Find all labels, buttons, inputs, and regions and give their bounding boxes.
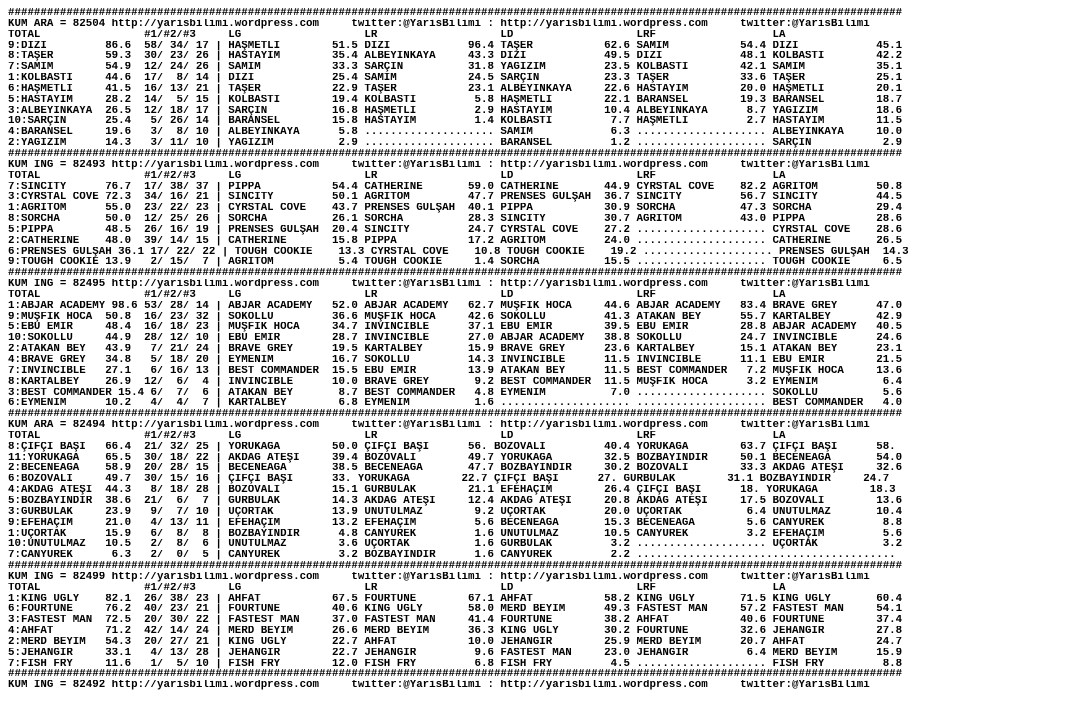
table-row: 5:HASTAYIM 28.2 14/ 5/ 15 | KOLBASTI 19.4 KOLBASTI 5.8 HAŞMETLİ 22.1 BARANSEL 19.3 BARANSEL 18.7	[8, 94, 903, 106]
table-row: 10:ÜNUTULMAZ 10.5 2/ 8/ 6 | UNUTULMAZ 3.6 UÇORTAK 1.6 GÜRBULAK 3.2 .................... UÇORTAK 3.2	[8, 539, 903, 551]
table-row: 7:SAMİM 54.9 12/ 24/ 26 | SAMİM 33.3 SARÇIN 31.8 YAĞIZIM 23.5 KOLBASTI 42.1 SAMİM 35.1	[8, 62, 903, 74]
race-header-line: KUM ARA = 82504 http://yarisbilimi.wordpress.com twitter:@YarisBilimi : http://yarisbilimi.wordpress.com twitter:@YarisBilimi	[8, 18, 870, 30]
race-header-line: KUM İNG = 82492 http://yarisbilimi.wordpress.com twitter:@YarisBilimi : http://yarisbilimi.wordpress.com twitter:@YarisBilimi	[8, 680, 870, 692]
separator-line: ##########################################################################################################################################	[8, 8, 903, 19]
table-row: 7:SINCITY 76.7 17/ 38/ 37 | PIPPA 54.4 CATHERINE 59.0 CATHERINE 44.9 CYRSTAL COVE 82.2 AGRITOM 50.8	[8, 181, 903, 193]
table-row: 2:BECENEAĞA 58.9 20/ 28/ 15 | BECENEAĞA 38.5 BECENEAĞA 47.7 BOZBAYINDIR 30.2 BOZOVALI 33.3 AKDAĞ ATEŞİ 32.6	[8, 463, 903, 475]
table-row: 2:CATHERINE 48.0 39/ 14/ 15 | CATHERINE 15.8 PIPPA 17.2 AGRITOM 24.0 .................... CATHERINE 26.5	[8, 235, 903, 247]
table-row: 1:AGRITOM 55.0 23/ 22/ 23 | CYRSTAL COVE 43.7 PRENSES GÜLŞAH 40.1 PIPPA 30.9 SORCHA 47.3 SORCHA 29.4	[8, 203, 903, 215]
table-row: 6:EYMENİM 10.2 4/ 4/ 7 | KARTALBEY 6.8 EYMENİM 1.6 .................... .................... BEST COMMANDER 4.0	[8, 398, 903, 410]
table-row: 5:PIPPA 48.5 26/ 16/ 19 | PRENSES GÜLŞAH 20.4 SINCITY 24.7 CYRSTAL COVE 27.2 .................... CYRSTAL COVE 28.6	[8, 224, 903, 236]
column-header-line: TOTAL #1/#2/#3 LG LR LD LRF LA	[8, 29, 786, 41]
table-row: 1:UÇORTAK 15.9 6/ 8/ 8 | BOZBAYINDIR 4.8 CANYÜREK 1.6 UNUTULMAZ 10.5 CANYÜREK 3.2 EFEHAÇİM 5.6	[8, 528, 903, 540]
table-row: 3:ALBEYİNKAYA 26.5 12/ 18/ 17 | SARÇIN 16.8 HAŞMETLİ 2.9 HASTAYIM 10.4 ALBEYİNKAYA 8.7 YAĞIZIM 18.6	[8, 105, 903, 117]
table-row: 10:SARÇIN 25.4 5/ 26/ 14 | BARANSEL 15.8 HASTAYIM 1.4 KOLBASTI 7.7 HAŞMETLİ 2.7 HASTAYIM 11.5	[8, 116, 903, 128]
table-row: 4:BARANSEL 19.6 3/ 8/ 10 | ALBEYİNKAYA 5.8 .................... SAMİM 6.3 .................... ALBEYİNKAYA 10.0	[8, 127, 903, 139]
table-row: 5:BOZBAYINDIR 38.6 21/ 6/ 7 | GÜRBULAK 14.3 AKDAĞ ATEŞİ 12.4 AKDAĞ ATEŞİ 20.8 AKDAĞ ATEŞİ 17.5 BOZOVALI 13.6	[8, 495, 903, 507]
stats-document	[8, 8, 1077, 691]
table-row: 7:CANYÜREK 6.3 2/ 0/ 5 | CANYÜREK 3.2 BOZBAYINDIR 1.6 CANYÜREK 2.2 ........................................	[8, 550, 896, 562]
table-row: 1:KING UGLY 82.1 26/ 38/ 23 | AHFAT 67.5 FOURTUNE 67.1 AHFAT 58.2 KING UGLY 71.5 KING UGLY 60.4	[8, 593, 903, 605]
table-row: 1:KOLBASTI 44.6 17/ 8/ 14 | DIZİ 25.4 SAMİM 24.5 SARÇIN 23.3 TAŞER 33.6 TAŞER 25.1	[8, 73, 903, 84]
separator-line: ##########################################################################################################################################	[8, 669, 903, 681]
table-row: 4:BRAVE GREY 34.8 5/ 18/ 20 | EYMENİM 16.7 SOKOLLU 14.3 INVINCIBLE 11.5 INVINCIBLE 11.1 EBU EMİR 21.5	[8, 355, 903, 366]
separator-line: ##########################################################################################################################################	[8, 148, 903, 160]
table-row: 2:MERD BEYİM 54.3 20/ 27/ 21 | KING UGLY 22.7 AHFAT 10.0 JEHANGIR 25.9 MERD BEYİM 20.7 AHFAT 24.7	[8, 636, 903, 648]
table-row: 4:AHFAT 71.2 42/ 14/ 24 | MERD BEYİM 26.6 MERD BEYİM 36.3 KING UGLY 30.2 FOURTUNE 32.6 JEHANGIR 27.8	[8, 626, 903, 637]
column-header-line: TOTAL #1/#2/#3 LG LR LD LRF LA	[8, 289, 786, 301]
race-header-line: KUM ARA = 82494 http://yarisbilimi.wordpress.com twitter:@YarisBilimi : http://yarisbilimi.wordpress.com twitter:@YarisBilimi	[8, 420, 870, 431]
column-header-line: TOTAL #1/#2/#3 LG LR LD LRF LA	[8, 582, 786, 594]
separator-line: ##########################################################################################################################################	[8, 409, 903, 421]
table-row: 1:ABJAR ACADEMY 98.6 53/ 28/ 14 | ABJAR ACADEMY 52.0 ABJAR ACADEMY 62.7 MÜŞFİK HOCA 44.6 ABJAR ACADEMY 83.4 BRAVE GREY 47.0	[8, 300, 903, 312]
table-row: 6:PRENSES GÜLŞAH 36.1 17/ 22/ 22 | TOUGH COOKIE 13.3 CYRSTAL COVE 10.8 TOUGH COOKIE 19.2 .................... PRENSES GÜLŞAH 14.3	[8, 246, 909, 258]
table-row: 9:MÜŞFİK HOCA 50.8 16/ 23/ 32 | SOKOLLU 36.6 MÜŞFİK HOCA 42.6 SOKOLLU 41.3 ATAKAN BEY 55.7 KARTALBEY 42.9	[8, 311, 903, 323]
table-row: 3:CYRSTAL COVE 72.3 34/ 16/ 21 | SINCITY 50.1 AGRITOM 47.7 PRENSES GÜLŞAH 36.7 SINCITY 56.7 SINCITY 44.5	[8, 192, 903, 204]
table-row: 8:ÇİFÇİ BAŞI 66.4 21/ 32/ 25 | YÖRÜKAĞA 50.0 ÇİFÇİ BAŞI 56. BOZOVALI 40.4 YÖRÜKAĞA 63.7 ÇİFÇİ BAŞI 58.	[8, 441, 896, 453]
table-row: 10:SOKOLLU 44.9 28/ 12/ 10 | EBU EMİR 28.7 INVINCIBLE 27.0 ABJAR ACADEMY 38.8 SOKOLLU 24.7 INVINCIBLE 24.6	[8, 333, 903, 345]
separator-line: ##########################################################################################################################################	[8, 561, 903, 572]
table-row: 7:FISH FRY 11.6 1/ 5/ 10 | FISH FRY 12.0 FISH FRY 6.8 FISH FRY 4.5 .................... FISH FRY 8.8	[8, 658, 903, 670]
table-row: 11:YÖRÜKAĞA 65.5 30/ 18/ 22 | AKDAĞ ATEŞİ 39.4 BOZOVALI 49.7 YÖRÜKAĞA 32.5 BOZBAYINDIR 50.1 BECENEAĞA 54.0	[8, 452, 903, 464]
race-header-line: KUM İNG = 82495 http://yarisbilimi.wordpress.com twitter:@YarisBilimi : http://yarisbilimi.wordpress.com twitter:@YarisBilimi	[8, 279, 870, 290]
race-header-line: KUM İNG = 82493 http://yarisbilimi.wordpress.com twitter:@YarisBilimi : http://yarisbilimi.wordpress.com twitter:@YarisBilimi	[8, 159, 870, 171]
table-row: 5:EBU EMİR 48.4 16/ 18/ 23 | MÜŞFİK HOCA 34.7 INVINCIBLE 37.1 EBU EMİR 39.5 EBU EMİR 28.8 ABJAR ACADEMY 40.5	[8, 322, 903, 334]
table-row: 8:KARTALBEY 26.9 12/ 6/ 4 | INVINCIBLE 10.0 BRAVE GREY 9.2 BEST COMMANDER 11.5 MÜŞFİK HOCA 3.2 EYMENİM 6.4	[8, 376, 903, 388]
table-row: 8:TAŞER 59.3 30/ 23/ 26 | HASTAYIM 35.4 ALBEYİNKAYA 43.3 DIZİ 49.5 DIZİ 48.1 KOLBASTI 42.2	[8, 51, 903, 63]
column-header-line: TOTAL #1/#2/#3 LG LR LD LRF LA	[8, 430, 786, 442]
table-row: 2:YAĞIZIM 14.3 3/ 11/ 10 | YAĞIZIM 2.9 .................... BARANSEL 1.2 .................... SARÇIN 2.9	[8, 138, 903, 149]
table-row: 5:JEHANGIR 33.1 4/ 13/ 28 | JEHANGIR 22.7 JEHANGIR 9.6 FASTEST MAN 23.0 JEHANGIR 6.4 MERD BEYİM 15.9	[8, 647, 903, 659]
separator-line: ##########################################################################################################################################	[8, 268, 903, 280]
table-row: 4:AKDAĞ ATEŞİ 44.3 8/ 18/ 28 | BOZOVALI 15.1 GÜRBULAK 21.1 EFEHAÇİM 26.4 ÇİFÇİ BAŞI 18. YÖRÜKAĞA 18.3	[8, 485, 896, 496]
table-row: 6:HAŞMETLİ 41.5 16/ 13/ 21 | TAŞER 22.9 TAŞER 23.1 ALBEYİNKAYA 22.6 HASTAYIM 20.0 HAŞMETLİ 20.1	[8, 83, 903, 95]
table-row: 2:ATAKAN BEY 43.9 7/ 21/ 24 | BRAVE GREY 19.5 KARTALBEY 15.9 BRAVE GREY 23.6 KARTALBEY 15.1 ATAKAN BEY 23.1	[8, 344, 903, 355]
table-row: 9:EFEHAÇİM 21.0 4/ 13/ 11 | EFEHAÇİM 13.2 EFEHAÇİM 5.6 BECENEAĞA 15.3 BECENEAĞA 5.6 CANYÜREK 8.8	[8, 517, 903, 529]
race-header-line: KUM İNG = 82499 http://yarisbilimi.wordpress.com twitter:@YarisBilimi : http://yarisbilimi.wordpress.com twitter:@YarisBilimi	[8, 571, 870, 583]
table-row: 3:FASTEST MAN 72.5 20/ 30/ 22 | FASTEST MAN 37.0 FASTEST MAN 41.4 FOURTUNE 38.2 AHFAT 40.6 FOURTUNE 37.4	[8, 615, 903, 627]
table-row: 6:FOURTUNE 76.2 40/ 23/ 21 | FOURTUNE 40.6 KING UGLY 58.0 MERD BEYİM 49.3 FASTEST MAN 57.2 FASTEST MAN 54.1	[8, 604, 903, 616]
table-row: 3:BEST COMMANDER 15.4 6/ 7/ 6 | ATAKAN BEY 8.7 BEST COMMANDER 4.8 EYMENİM 7.0 .................... SOKOLLU 5.6	[8, 387, 903, 399]
table-row: 9:TOUGH COOKIE 13.9 2/ 15/ 7 | AGRITOM 5.4 TOUGH COOKIE 1.4 SORCHA 15.5 .................... TOUGH COOKIE 6.5	[8, 257, 903, 269]
table-row: 3:GÜRBULAK 23.9 9/ 7/ 10 | UÇORTAK 13.9 UNUTULMAZ 9.2 UÇORTAK 20.0 UÇORTAK 6.4 UNUTULMAZ 10.4	[8, 506, 903, 518]
table-row: 7:INVINCIBLE 27.1 6/ 16/ 13 | BEST COMMANDER 15.5 EBU EMİR 13.9 ATAKAN BEY 11.5 BEST COMMANDER 7.2 MÜŞFİK HOCA 13.6	[8, 365, 903, 377]
table-row: 6:BOZOVALI 49.7 30/ 15/ 16 | ÇİFÇİ BAŞI 33. YÖRÜKAĞA 22.7 ÇİFÇİ BAŞI 27. GÜRBULAK 31.1 BOZBAYINDIR 24.7	[8, 474, 890, 486]
column-header-line: TOTAL #1/#2/#3 LG LR LD LRF LA	[8, 170, 786, 182]
table-row: 9:DIZİ 86.6 58/ 34/ 17 | HAŞMETLİ 51.5 DIZİ 96.4 TAŞER 62.6 SAMİM 54.4 DIZİ 45.1	[8, 40, 903, 52]
table-row: 8:SORCHA 50.0 12/ 25/ 26 | SORCHA 26.1 SORCHA 28.3 SINCITY 30.7 AGRITOM 43.0 PIPPA 28.6	[8, 214, 903, 225]
